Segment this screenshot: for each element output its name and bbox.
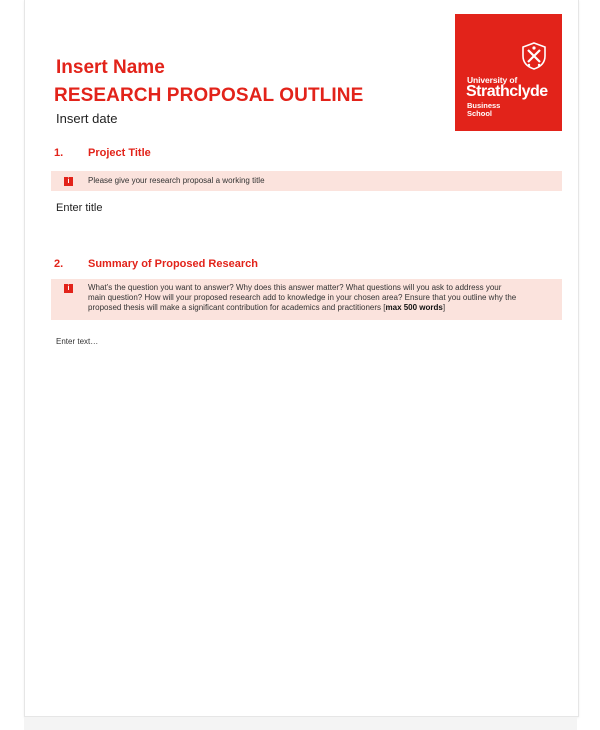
document-date[interactable]: Insert date bbox=[56, 111, 118, 126]
guidance-note bbox=[51, 279, 562, 320]
info-icon: i bbox=[64, 284, 73, 293]
section-number: 2. bbox=[54, 258, 64, 270]
logo-text-school: School bbox=[467, 109, 493, 118]
guidance-text bbox=[88, 283, 552, 313]
bracket: [ bbox=[383, 303, 386, 312]
crest-icon bbox=[521, 42, 547, 70]
university-logo bbox=[455, 14, 562, 131]
logo-text-strathclyde: Strathclyde bbox=[466, 83, 548, 100]
guidance-line bbox=[88, 303, 552, 313]
section-title-summary: Summary of Proposed Research bbox=[88, 258, 258, 270]
logo-text-university-of: University of bbox=[467, 75, 518, 85]
page-shadow bbox=[24, 717, 577, 730]
logo-text-business: Business bbox=[467, 101, 501, 110]
section-title-project-title: Project Title bbox=[88, 147, 151, 159]
word-limit: max 500 words bbox=[385, 303, 443, 312]
author-name[interactable]: Insert Name bbox=[56, 57, 165, 78]
info-icon: i bbox=[64, 177, 73, 186]
guidance-line: main question? How will your proposed research add to knowledge in your chosen area? Ensure that you outline why the bbox=[88, 293, 517, 302]
summary-text-field[interactable]: Enter text… bbox=[56, 337, 99, 346]
bracket: ] bbox=[442, 303, 446, 312]
guidance-note bbox=[51, 171, 562, 191]
document-title: RESEARCH PROPOSAL OUTLINE bbox=[54, 85, 364, 106]
project-title-field[interactable]: Enter title bbox=[56, 202, 103, 214]
section-number: 1. bbox=[54, 147, 64, 159]
guidance-line-text: proposed thesis will make a significant contribution for academics and practitioners bbox=[88, 303, 384, 312]
guidance-line: What’s the question you want to answer? Why does this answer matter? What questions will you ask to address your bbox=[88, 283, 502, 292]
guidance-text: Please give your research proposal a working title bbox=[88, 176, 265, 185]
